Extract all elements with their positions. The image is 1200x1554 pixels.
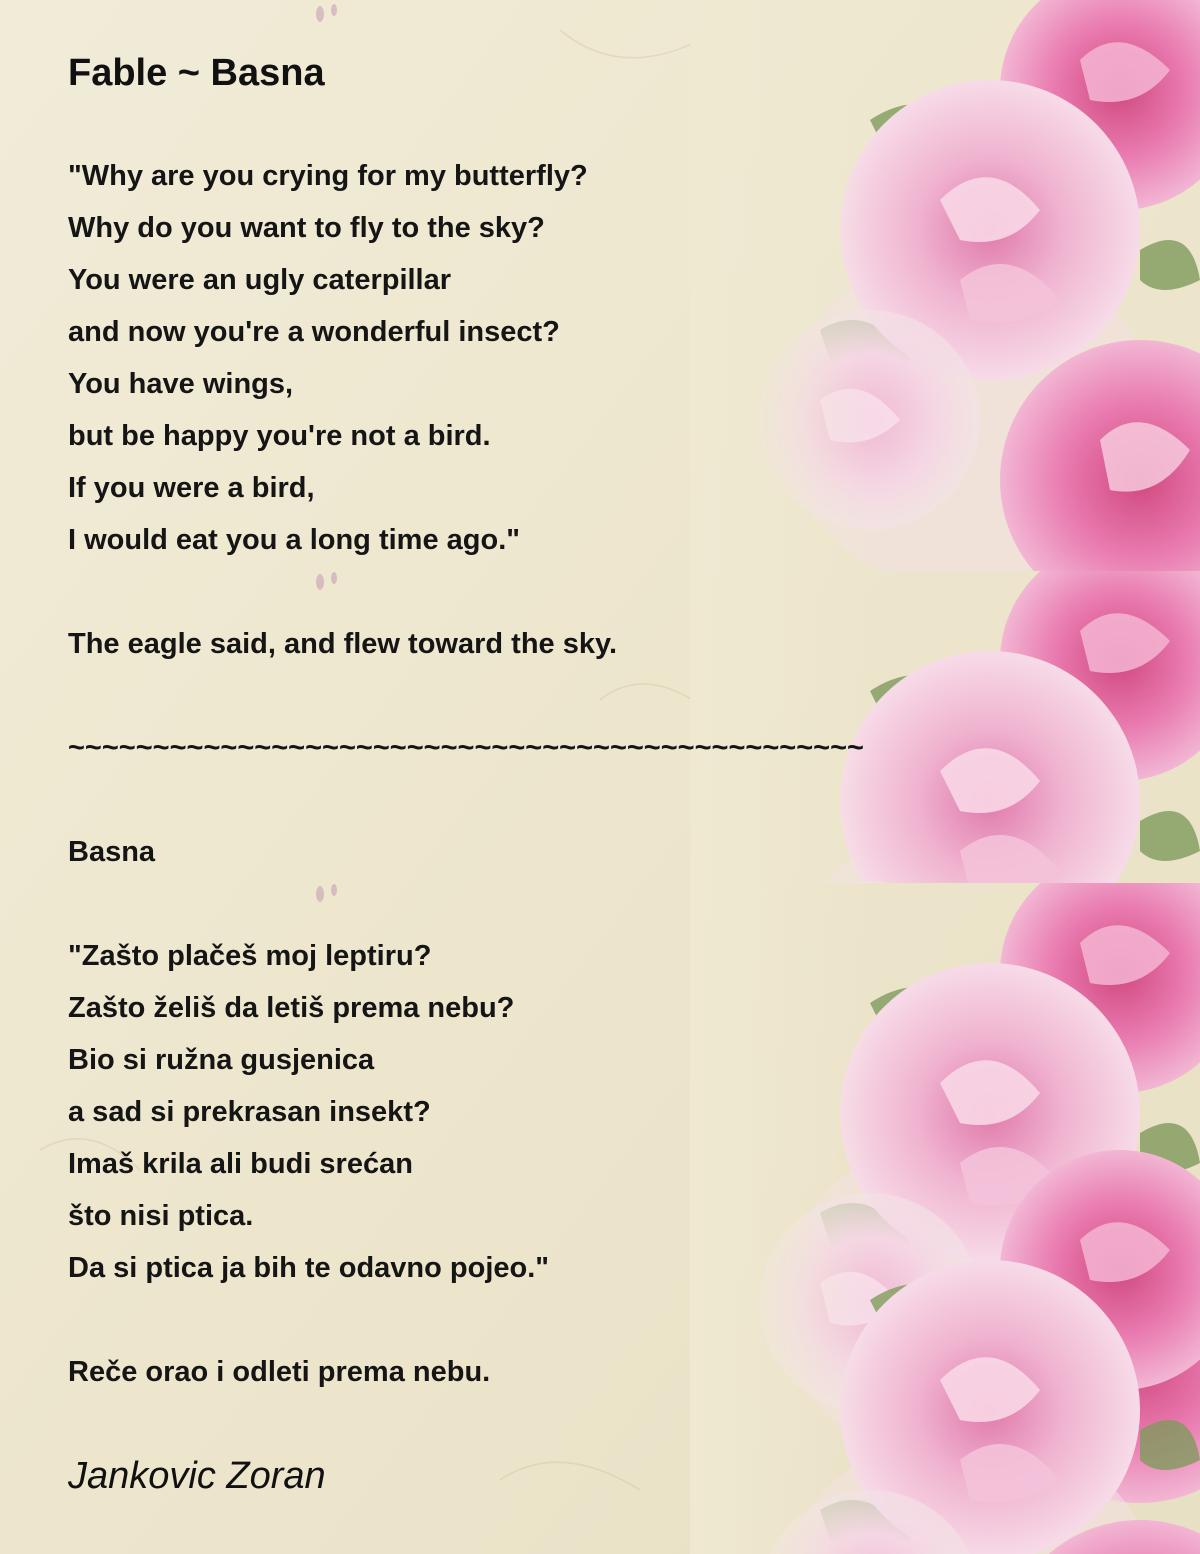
poem-line: Why do you want to fly to the sky? xyxy=(68,212,545,244)
author-name: Jankovic Zoran xyxy=(68,1455,326,1497)
poem-line: Bio si ružna gusjenica xyxy=(68,1044,375,1076)
poem-closing-line: Reče orao i odleti prema nebu. xyxy=(68,1356,491,1388)
subtitle: Basna xyxy=(68,836,156,868)
poem-line: "Why are you crying for my butterfly? xyxy=(68,160,588,192)
poem-line: I would eat you a long time ago." xyxy=(68,524,521,556)
poem-line: You were an ugly caterpillar xyxy=(68,264,452,296)
poem-line: You have wings, xyxy=(68,368,294,400)
separator: ~~~~~~~~~~~~~~~~~~~~~~~~~~~~~~~~~~~~~~~~~~~~~~~ xyxy=(68,732,864,764)
poem-line: Zašto želiš da letiš prema nebu? xyxy=(68,992,515,1024)
poem-title: Fable ~ Basna xyxy=(68,52,325,94)
poem-line: Imaš krila ali budi srećan xyxy=(68,1148,413,1180)
poem-closing-line: The eagle said, and flew toward the sky. xyxy=(68,628,618,660)
poem-line: and now you're a wonderful insect? xyxy=(68,316,560,348)
poem-line: Da si ptica ja bih te odavno pojeo." xyxy=(68,1252,550,1284)
poem-line: but be happy you're not a bird. xyxy=(68,420,491,452)
poem-line: If you were a bird, xyxy=(68,472,315,504)
poem-line: "Zašto plačeš moj leptiru? xyxy=(68,940,432,972)
poem-line: što nisi ptica. xyxy=(68,1200,254,1232)
poem-line: a sad si prekrasan insekt? xyxy=(68,1096,431,1128)
